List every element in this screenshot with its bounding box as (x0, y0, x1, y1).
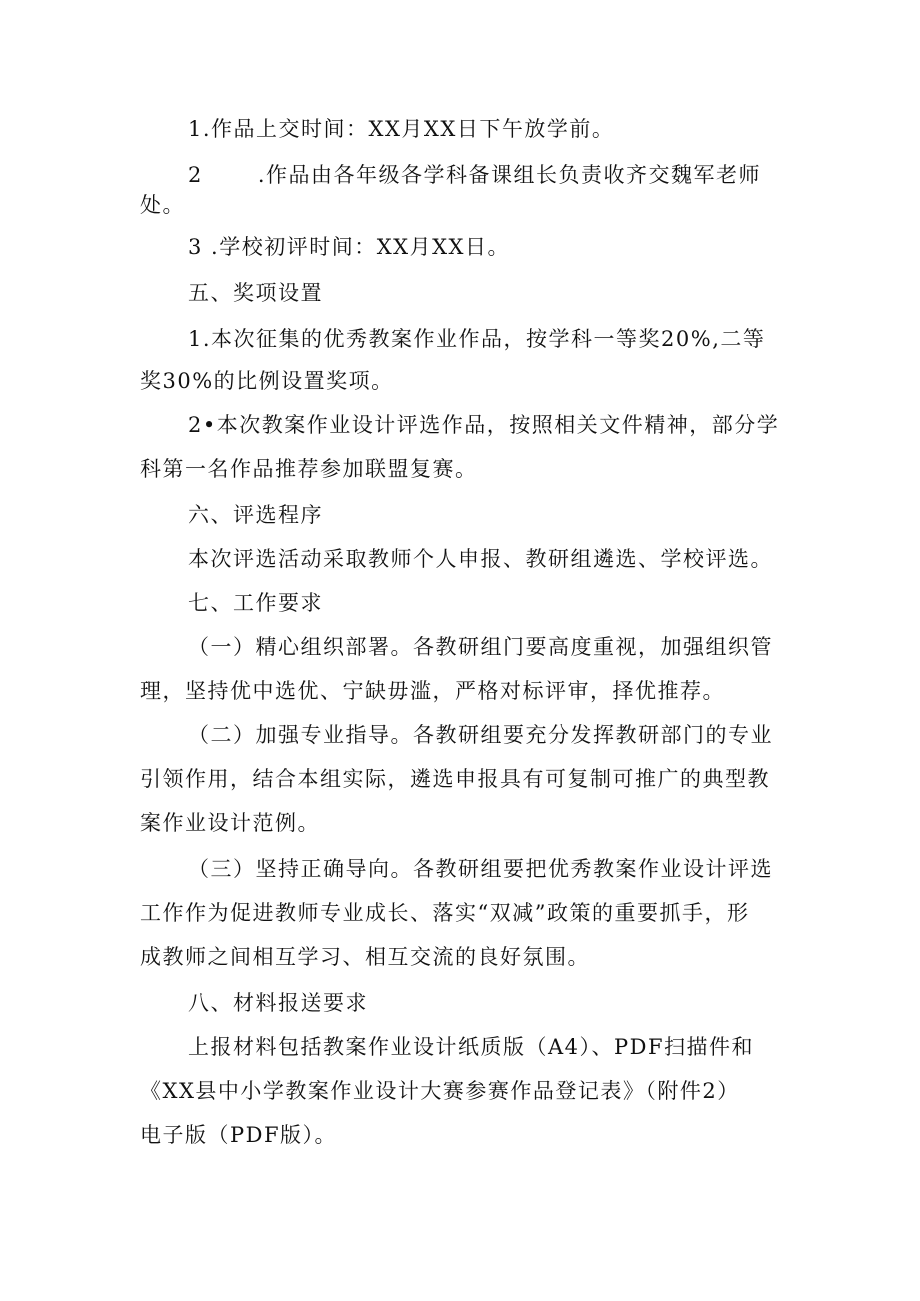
paragraph-line: 奖30%的比例设置奖项。 (140, 369, 394, 393)
paragraph-line: （一）精心组织部署。各教研组门要高度重视，加强组织管 (188, 635, 773, 659)
paragraph-line: 理，坚持优中选优、宁缺毋滥，严格对标评审，择优推荐。 (140, 679, 725, 703)
paragraph-line: 工作作为促进教师专业成长、落实“双减”政策的重要抓手，形 (140, 901, 750, 925)
paragraph-line: （二）加强专业指导。各教研组要充分发挥教研部门的专业 (188, 723, 773, 747)
paragraph-line: 科第一名作品推荐参加联盟复赛。 (140, 457, 478, 481)
paragraph-line: （三）坚持正确导向。各教研组要把优秀教案作业设计评选 (188, 857, 773, 881)
section-heading: 七、工作要求 (188, 591, 323, 615)
paragraph-line: 《XX县中小学教案作业设计大赛参赛作品登记表》（附件2） (140, 1079, 740, 1103)
paragraph-line: 3 .学校初评时间：XX月XX日。 (188, 235, 511, 259)
section-heading: 六、评选程序 (188, 503, 323, 527)
paragraph-line: 电子版（PDF版）。 (140, 1123, 338, 1147)
section-heading: 八、材料报送要求 (188, 991, 368, 1015)
paragraph-line: 成教师之间相互学习、相互交流的良好氛围。 (140, 945, 590, 969)
paragraph-line: 本次评选活动采取教师个人申报、教研组遴选、学校评选。 (188, 547, 773, 571)
paragraph-line (188, 160, 761, 190)
paragraph-line: 1.本次征集的优秀教案作业作品，按学科一等奖20%,二等 (188, 327, 766, 351)
paragraph-line: 案作业设计范例。 (140, 811, 320, 835)
section-heading: 五、奖项设置 (188, 281, 323, 305)
paragraph-line: 上报材料包括教案作业设计纸质版（A4）、PDF扫描件和 (188, 1035, 755, 1059)
paragraph-line: 引领作用，结合本组实际，遴选申报具有可复制可推广的典型教 (140, 767, 770, 791)
paragraph-text: .作品由各年级各学科备课组长负责收齐交魏军老师 (257, 163, 762, 187)
paragraph-line: 1.作品上交时间：XX月XX日下午放学前。 (188, 117, 615, 141)
paragraph-line: 2•本次教案作业设计评选作品，按照相关文件精神，部分学 (188, 413, 780, 437)
paragraph-line: 处。 (140, 193, 185, 217)
list-number: 2 (188, 163, 203, 187)
